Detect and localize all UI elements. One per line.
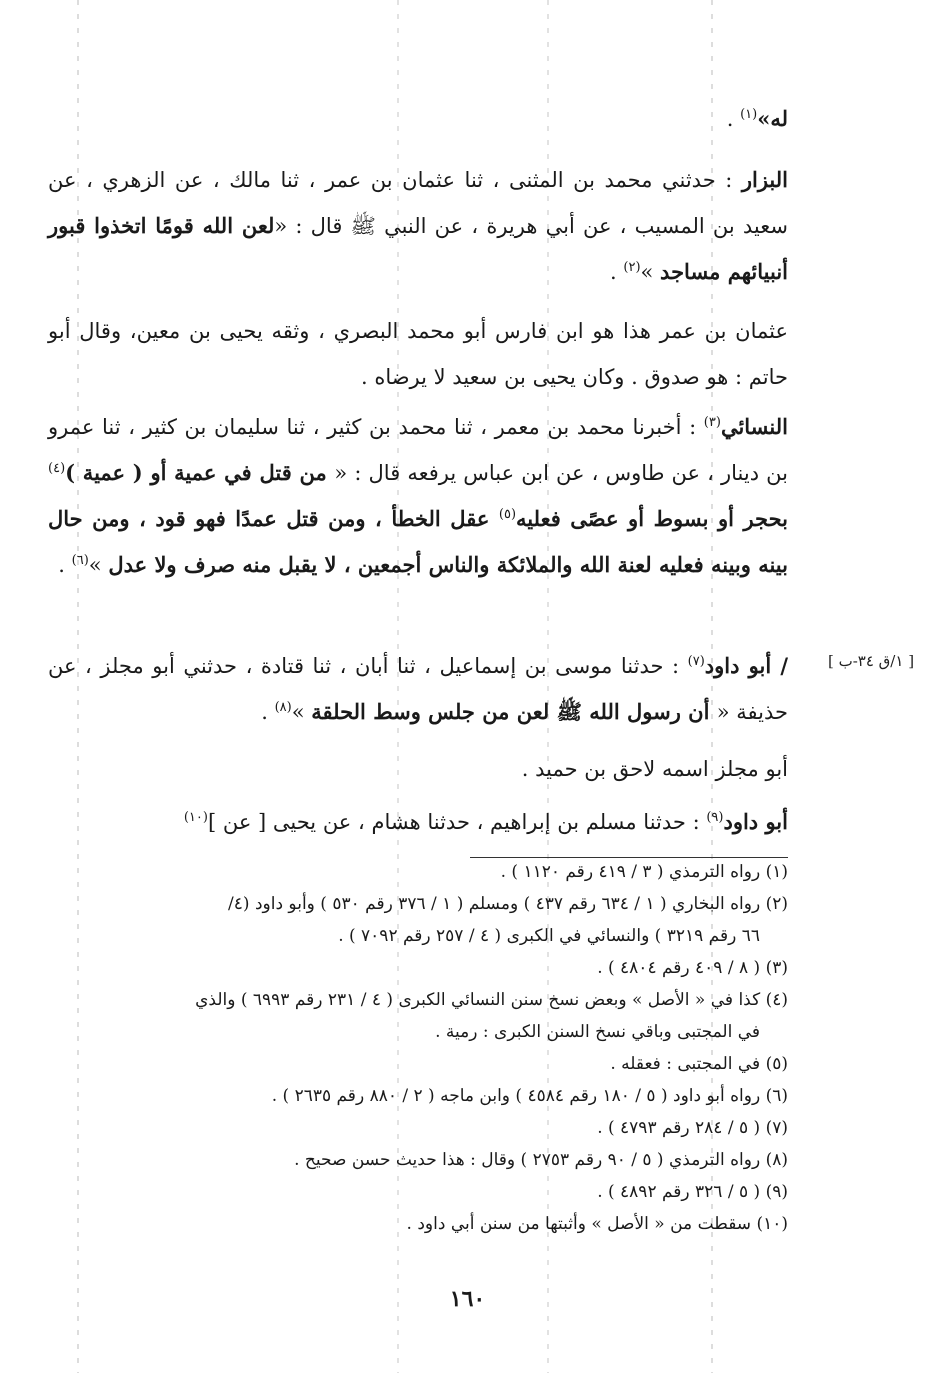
punctuation: . [610, 260, 624, 284]
footnote-7: (٧) ( ٥ / ٢٨٤ رقم ٤٧٩٣ ) . [597, 1118, 788, 1138]
footnote-9: (٩) ( ٥ / ٣٢٦ رقم ٤٨٩٢ ) . [597, 1182, 788, 1202]
footnote-3: (٣) ( ٨ / ٤٠٩ رقم ٤٨٠٤ ) . [597, 958, 788, 978]
hadith-quote: عقل الخطأ ، ومن قتل عمدًا فهو قود ، ومن حال بينه وبينه فعليه لعنة الله والملائكة والناس أجمعين ، لا يقبل منه صرف ولا عدل [48, 506, 788, 577]
isnad-text: : حدثنا مسلم بن إبراهيم ، حدثنا هشام ، عن يحيى [ عن ] [207, 810, 707, 834]
footnote-ref: (٦) [71, 553, 89, 568]
footnote-ref: (٨) [274, 700, 292, 715]
quote-close: » [640, 260, 661, 284]
footnote-1: (١) رواه الترمذي ( ٣ / ٤١٩ رقم ١١٢٠ ) . [500, 862, 788, 882]
footnote-ref: (٣) [703, 415, 721, 430]
isnad-text: : حدثنا موسى بن إسماعيل ، ثنا أبان ، ثنا قتادة ، حدثني أبو مجلز ، عن حذيفة « [48, 654, 788, 724]
footnote-4-continued: في المجتبى وباقي نسخ السنن الكبرى : رمية . [435, 1022, 760, 1042]
hadith-quote: أن رسول الله ﷺ لعن من جلس وسط الحلقة [311, 699, 717, 724]
footnote-5: (٥) في المجتبى : فعقله . [610, 1054, 788, 1074]
hadith-quote: من قتل في عمية أو ( عمية ) [65, 460, 335, 485]
hadith-paragraph-abu-dawud-1 [48, 643, 788, 735]
punctuation: . [58, 553, 72, 577]
manuscript-folio-note: [ ١/ق ٣٤-ب ] [827, 652, 915, 670]
continuation-line [48, 96, 788, 142]
footnote-ref: (٤) [48, 461, 66, 476]
hadith-quote: بحجر أو بسوط أو عصًى فعليه [516, 506, 788, 531]
hadith-quote: لعن الله قومًا اتخذوا قبور أنبيائهم مساجد [48, 213, 788, 284]
speaker-name: أبو داود [723, 809, 788, 834]
commentary-text: أبو مجلز اسمه لاحق بن حميد . [521, 757, 788, 781]
footnote-8: (٨) رواه الترمذي ( ٥ / ٩٠ رقم ٢٧٥٣ ) وقال : هذا حديث حسن صحيح . [294, 1150, 788, 1170]
punctuation: . [261, 700, 275, 724]
hadith-paragraph-nasai [48, 404, 788, 588]
page-number: ١٦٠ [449, 1286, 486, 1312]
punctuation: . [726, 107, 741, 131]
footnote-4: (٤) كذا في « الأصل » وبعض نسخ سنن النسائي الكبرى ( ٤ / ٢٣١ رقم ٦٩٩٣ ) والذي [195, 990, 788, 1010]
footnote-2-continued: ٦٦ رقم ٣٢١٩ ) والنسائي في الكبرى ( ٤ / ٢٥٧ رقم ٧٠٩٢ ) . [338, 926, 760, 946]
footnote-ref: (٥) [498, 507, 517, 522]
footnote-ref: (٧) [687, 654, 705, 669]
continuation-text: له» [757, 106, 788, 131]
speaker-name: / أبو داود [704, 653, 788, 678]
footnote-6: (٦) رواه أبو داود ( ٥ / ١٨٠ رقم ٤٥٨٤ ) وابن ماجه ( ٢ / ٨٨٠ رقم ٢٦٣٥ ) . [271, 1086, 788, 1106]
isnad-text: : أخبرنا محمد بن معمر ، ثنا محمد بن كثير ، ثنا سليمان بن كثير ، ثنا عمرو بن دينار ، عن طاوس ، عن ابن عباس يرفعه قال : « [48, 415, 788, 485]
commentary-paragraph-2 [48, 746, 788, 792]
footnote-ref: (٢) [623, 260, 641, 275]
footnote-10: (١٠) سقطت من « الأصل » وأثبتها من سنن أبي داود . [406, 1214, 788, 1234]
quote-close: » [291, 700, 312, 724]
footnote-2: (٢) رواه البخاري ( ١ / ٦٣٤ رقم ٤٣٧ ) ومسلم ( ١ / ٣٧٦ رقم ٥٣٠ ) وأبو داود (٤/ [228, 894, 788, 914]
commentary-text: عثمان بن عمر هذا هو ابن فارس أبو محمد البصري ، وثقه يحيى بن معين، وقال أبو حاتم : هو صدوق . وكان يحيى بن سعيد لا يرضاه . [48, 319, 788, 389]
commentary-paragraph [48, 308, 788, 400]
isnad-text: : حدثني محمد بن المثنى ، ثنا عثمان بن عمر ، ثنا مالك ، عن الزهري ، عن سعيد بن المسيب ، عن أبي هريرة ، عن النبي ﷺ قال : « [48, 168, 788, 238]
hadith-paragraph-abu-dawud-2 [48, 799, 788, 845]
quote-close: » [88, 553, 109, 577]
footnote-ref: (١) [740, 107, 758, 122]
footnote-ref: (٩) [706, 810, 724, 825]
footnotes-block [48, 856, 788, 1240]
speaker-name: النسائي [720, 414, 788, 439]
footnote-ref: (١٠) [183, 810, 208, 825]
speaker-name: البزار [741, 167, 788, 192]
hadith-paragraph-bazzar [48, 157, 788, 295]
